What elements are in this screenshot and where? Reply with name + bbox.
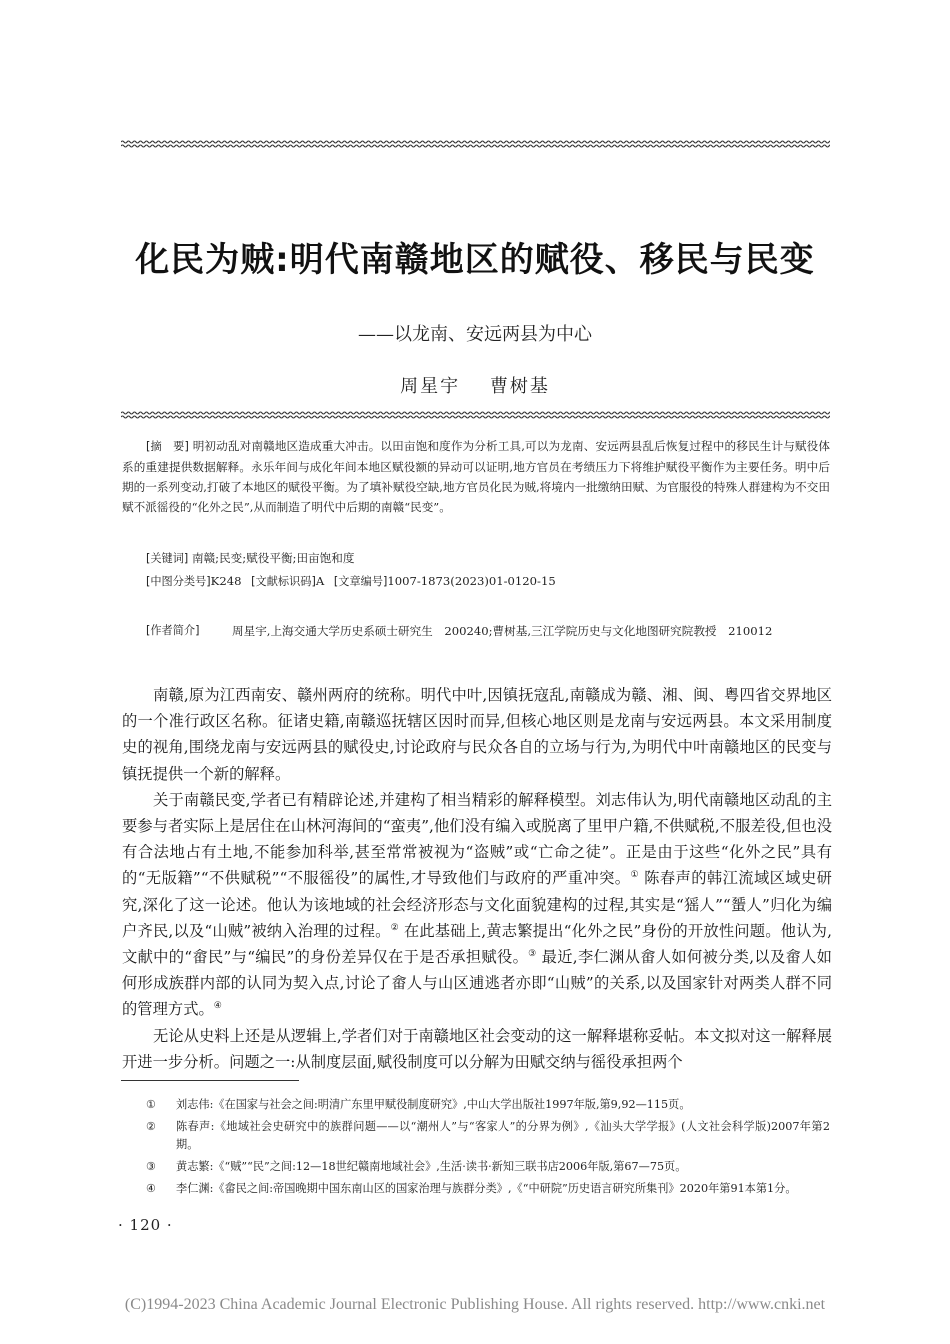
- copyright-watermark: (C)1994-2023 China Academic Journal Electronic Publishing House. All rights reserved. http://www.cnki.net: [124, 1296, 826, 1313]
- classification-line: [122, 571, 830, 592]
- footnote-mark: ③: [146, 1160, 157, 1173]
- footnote-ref: ④: [213, 1001, 222, 1012]
- article-number-label: [文章编号]: [333, 575, 388, 588]
- footnote-mark: ②: [146, 1120, 157, 1133]
- footnote-ref: ②: [390, 922, 399, 933]
- author-name: 周星宇: [400, 376, 461, 397]
- top-double-wave-rule: [121, 139, 830, 149]
- footnote: [122, 1158, 830, 1176]
- body-paragraph: [122, 787, 832, 1023]
- footnote-text: 李仁渊:《畲民之间:帝国晚期中国东南山区的国家治理与族群分类》,《“中研院”历史语言研究所集刊》2020年第91本第1分。: [176, 1182, 797, 1195]
- footnote-ref: ③: [528, 948, 537, 959]
- footnote-mark: ①: [146, 1098, 157, 1111]
- footnote-mark: ④: [146, 1182, 157, 1195]
- article-subtitle: ——以龙南、安远两县为中心: [358, 324, 592, 345]
- header-double-wave-rule: [121, 410, 830, 420]
- footnote-ref: ①: [630, 870, 639, 881]
- footnote-separator: [121, 1080, 299, 1081]
- author-intro: [122, 620, 854, 641]
- footnote-text: 黄志繁:《“贼”“民”之间:12—18世纪赣南地域社会》,生活·读书·新知三联书店2006年版,第67—75页。: [176, 1160, 687, 1173]
- keywords-label: [关键词]: [146, 552, 189, 565]
- doc-code-value: A: [315, 574, 325, 588]
- body-paragraph: 南赣,原为江西南安、赣州两府的统称。明代中叶,因镇抚寇乱,南赣成为赣、湘、闽、粤四省交界地区的一个准行政区名称。征诸史籍,南赣巡抚辖区因时而异,但核心地区则是龙南与安远两县。本文采用制度史的视角,围绕龙南与安远两县的赋役史,讨论政府与民众各自的立场与行为,为明代中叶南赣地区的民变与镇抚提供一个新的解释。: [122, 686, 832, 783]
- author-names: [0, 372, 950, 398]
- abstract: [122, 436, 830, 517]
- abstract-text: 明初动乱对南赣地区造成重大冲击。以田亩饱和度作为分析工具,可以为龙南、安远两县乱后恢复过程中的移民生计与赋役体系的重建提供数据解释。永乐年间与成化年间本地区赋役额的异动可以证明,地方官员在考绩压力下将维护赋役平衡作为主要任务。明中后期的一系列变动,打破了本地区的赋役平衡。为了填补赋役空缺,地方官员化民为贼,将境内一批缴纳田赋、为官服役的特殊人群建构为不交田赋不派徭役的“化外之民”,从而制造了明代中后期的南赣“民变”。: [122, 439, 830, 514]
- body-text: 关于南赣民变,学者已有精辟论述,并建构了相当精彩的解释模型。刘志伟认为,明代南赣地区动乱的主要参与者实际上是居住在山林河海间的“蛮夷”,他们没有编入或脱离了里甲户籍,不供赋税,不服差役,但也没有合法地占有土地,不能参加科举,甚至常常被视为“盗贼”或“亡命之徒”。正是由于这些“化外之民”具有的“无版籍”“不供赋税”“不服徭役”的属性,才导致他们与政府的严重冲突。: [122, 790, 832, 888]
- article-title: 化民为贼:明代南赣地区的赋役、移民与民变: [135, 240, 815, 280]
- footnote-text: 陈春声:《地域社会史研究中的族群问题——以“潮州人”与“客家人”的分界为例》,《汕头大学学报》(人文社会科学版)2007年第2期。: [176, 1120, 830, 1151]
- author-name: 曹树基: [489, 376, 550, 397]
- article-number-value: 1007-1873(2023)01-0120-15: [387, 574, 556, 588]
- body-paragraph: 无论从史料上还是从逻辑上,学者们对于南赣地区社会变动的这一解释堪称妥帖。本文拟对这一解释展开进一步分析。问题之一:从制度层面,赋役制度可以分解为田赋交纳与徭役承担两个: [122, 1026, 832, 1071]
- footnote: [122, 1180, 830, 1198]
- body-text: 在此基础上,黄志繁提出“化外之民”身份的开放性问题。他认为,文献中的“畲民”与“编民”的身份差异仅在于是否承担赋役。: [122, 921, 832, 967]
- footnote: [122, 1118, 830, 1154]
- body-text: 最近,李仁渊从畲人如何被分类,以及畲人如何形成族群内部的认同为契入点,讨论了畲人与山区逋逃者亦即“山贼”的关系,以及国家针对两类人群不同的管理方式。: [122, 948, 832, 1019]
- author-intro-label: [作者简介]: [146, 624, 200, 637]
- main-text: [122, 682, 832, 1075]
- footnotes: [122, 1096, 830, 1202]
- footnote-text: 刘志伟:《在国家与社会之间:明清广东里甲赋役制度研究》,中山大学出版社1997年版,第9,92—115页。: [176, 1098, 691, 1111]
- page-number: · 120 ·: [118, 1216, 173, 1234]
- abstract-label: [摘 要]: [146, 440, 189, 453]
- doc-code-label: [文献标识码]: [251, 575, 316, 588]
- keywords-text: 南赣;民变;赋役平衡;田亩饱和度: [191, 551, 355, 565]
- clc-label: [中图分类号]: [146, 575, 211, 588]
- author-intro-text: 周星宇,上海交通大学历史系硕士研究生 200240;曹树基,三江学院历史与文化地图研究院教授 210012: [232, 624, 773, 638]
- keywords: [122, 548, 830, 569]
- body-text: 陈春声的韩江流域区域史研究,深化了这一论述。他认为该地域的社会经济形态与文化面貌建构的过程,其实是“猺人”“蜑人”归化为编户齐民,以及“山贼”被纳入治理的过程。: [122, 869, 832, 940]
- clc-value: K248: [210, 574, 242, 588]
- footnote: [122, 1096, 830, 1114]
